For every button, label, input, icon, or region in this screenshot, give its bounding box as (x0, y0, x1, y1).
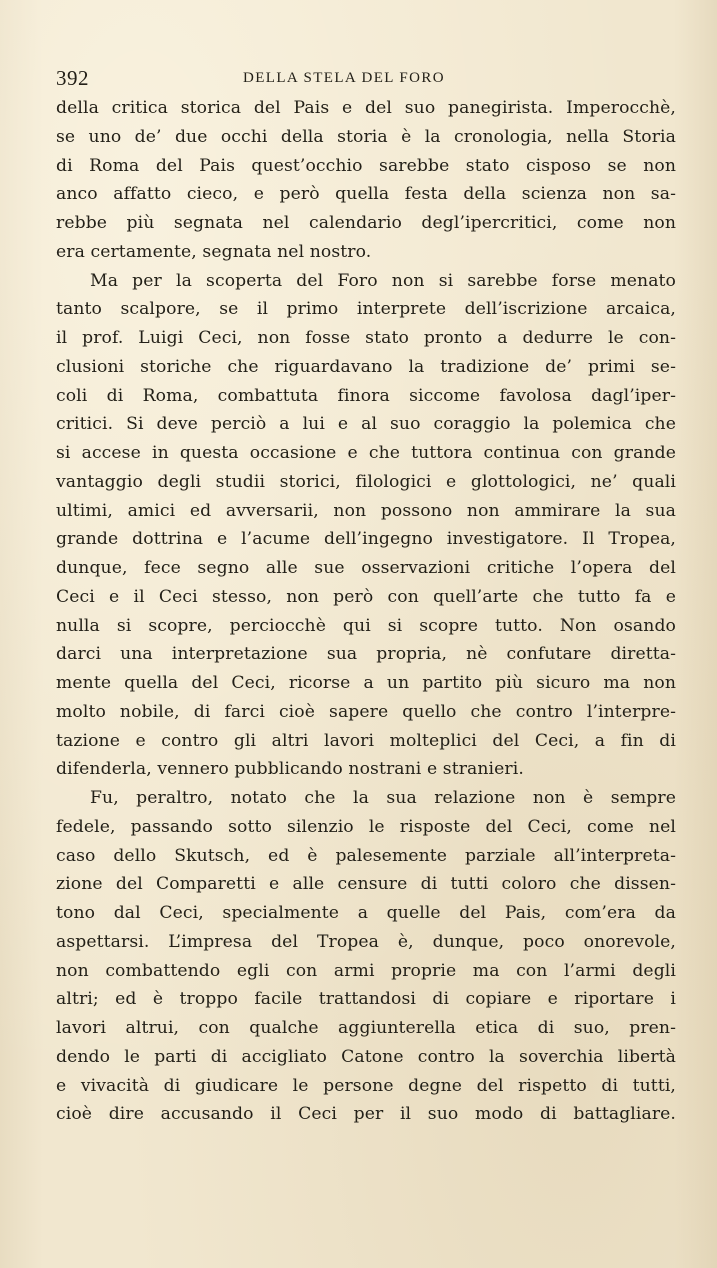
text-line: e vivacità di giudicare le persone degne del rispetto di tutti, (56, 1075, 676, 1096)
text-line: Ceci e il Ceci stesso, non però con quell’arte che tutto fa e (56, 586, 676, 607)
text-line: vantaggio degli studii storici, filologici e glottologici, ne’ quali (56, 471, 676, 492)
text-line: molto nobile, di farci cioè sapere quello che contro l’interpre- (56, 701, 676, 722)
paragraph (56, 784, 676, 1129)
body-text (56, 94, 676, 1129)
page-number: 392 (56, 66, 89, 90)
text-line: caso dello Skutsch, ed è palesemente parziale all’interpreta- (56, 845, 676, 866)
text-line: ultimi, amici ed avversarii, non possono non ammirare la sua (56, 500, 676, 521)
text-line: nulla si scopre, perciocchè qui si scopre tutto. Non osando (56, 615, 676, 636)
text-line: zione del Comparetti e alle censure di tutti coloro che dissen- (56, 874, 676, 895)
paragraph (56, 267, 676, 785)
text-line: mente quella del Ceci, ricorse a un partito più sicuro ma non (56, 673, 676, 693)
text-line: cioè dire accusando il Ceci per il suo modo di battagliare. (56, 1104, 676, 1125)
running-head (56, 62, 676, 94)
text-line: si accese in questa occasione e che tuttora continua con grande (56, 443, 676, 463)
text-line: Fu, peraltro, notato che la sua relazione non è sempre (90, 788, 676, 808)
text-line: se uno de’ due occhi della storia è la cronologia, nella Storia (56, 126, 676, 147)
text-line: della critica storica del Pais e del suo panegirista. Imperocchè, (56, 98, 676, 118)
running-title: DELLA STELA DEL FORO (243, 70, 446, 86)
text-line: darci una interpretazione sua propria, nè confutare diretta- (56, 644, 676, 665)
book-page (56, 62, 676, 1129)
text-line: Ma per la scoperta del Foro non si sarebbe forse menato (90, 270, 676, 291)
text-line: tono dal Ceci, specialmente a quelle del Pais, com’era da (56, 903, 676, 923)
text-line: fedele, passando sotto silenzio le risposte del Ceci, come nel (56, 816, 676, 837)
text-line: non combattendo egli con armi proprie ma con l’armi degli (56, 960, 676, 981)
text-line: dendo le parti di accigliato Catone contro la soverchia libertà (56, 1046, 676, 1067)
text-line: era certamente, segnata nel nostro. (56, 241, 372, 262)
text-line: difenderla, vennero pubblicando nostrani e stranieri. (56, 759, 524, 780)
text-line: clusioni storiche che riguardavano la tradizione de’ primi se- (56, 356, 676, 377)
paragraph (56, 94, 676, 267)
text-line: rebbe più segnata nel calendario degl’ipercritici, come non (56, 213, 676, 233)
text-line: grande dottrina e l’acume dell’ingegno investigatore. Il Tropea, (56, 529, 676, 550)
text-line: tazione e contro gli altri lavori molteplici del Ceci, a fin di (56, 730, 676, 751)
text-line: dunque, fece segno alle sue osservazioni critiche l’opera del (56, 558, 676, 578)
text-line: anco affatto cieco, e però quella festa della scienza non sa- (56, 184, 676, 205)
text-line: tanto scalpore, se il primo interprete dell’iscrizione arcaica, (56, 299, 676, 320)
text-line: critici. Si deve perciò a lui e al suo coraggio la polemica che (56, 414, 676, 435)
text-line: coli di Roma, combattuta finora siccome favolosa dagl’iper- (56, 385, 676, 406)
text-line: aspettarsi. L’impresa del Tropea è, dunque, poco onorevole, (56, 931, 676, 952)
text-line: il prof. Luigi Ceci, non fosse stato pronto a dedurre le con- (56, 328, 676, 348)
text-line: di Roma del Pais quest’occhio sarebbe stato cisposo se non (56, 155, 676, 176)
text-line: altri; ed è troppo facile trattandosi di copiare e riportare i (56, 989, 676, 1010)
text-line: lavori altrui, con qualche aggiunterella etica di suo, pren- (56, 1018, 676, 1038)
